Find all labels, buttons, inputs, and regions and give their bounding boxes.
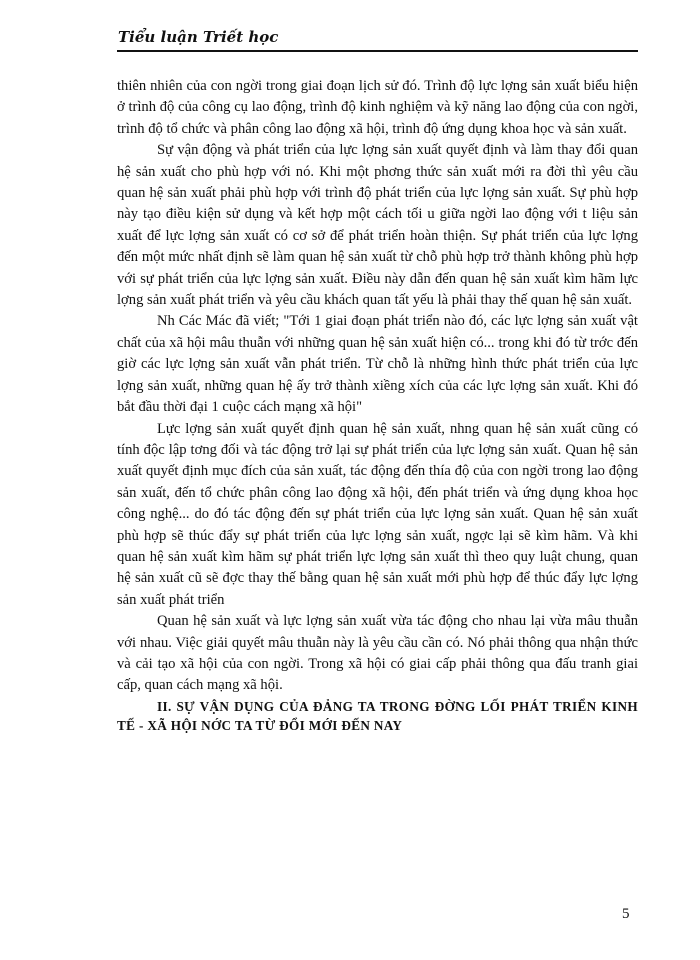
paragraph-1: thiên nhiên của con ngời trong giai đoạn lịch sử đó. Trình độ lực lợng sản xuất biểu hiện ở trình độ của công cụ lao động, trình độ kinh nghiệm và kỹ năng lao động của con ngời, trình độ tổ chức và phân công lao động xã hội, trình độ ứng dụng khoa học và sản xuất.: [117, 78, 638, 137]
running-header-title: Tiểu luận Triết học: [118, 28, 279, 46]
paragraph-3: Nh Các Mác đã viết; "Tới 1 giai đoạn phát triển nào đó, các lực lợng sản xuất vật chất của xã hội mâu thuẫn với những quan hệ sản xuất hiện có... trong khi đó từ trớc đến giờ các lực lợng sản xuất vẫn phát triển. Từ chỗ là những hình thức phát triển của lực lợng sản xuất, những quan hệ ấy trở thành xiềng xích của các lực lợng sản xuất. Khi đó bắt đầu thời đại 1 cuộc cách mạng xã hội": [117, 313, 638, 416]
paragraph-4: Lực lợng sản xuất quyết định quan hệ sản xuất, nhng quan hệ sản xuất cũng có tính độc lập tơng đối và tác động trở lại sự phát triển của lực lợng sản xuất. Quan hệ sản xuất quyết định mục đích của sản xuất, tác động đến thía độ của con ngời trong lao động sản xuất, đến tổ chức phân công lao động xã hội, đến phát triển và ứng dụng khoa học công nghệ... do đó tác động đến sự phát triển của lực lợng sản xuất. Quan hệ sản xuất phù hợp sẽ thúc đẩy sự phát triển của lực lợng sản xuất, ngợc lại sẽ kìm hãm. Và khi quan hệ sản xuất kìm hãm sự phát triển lực lợng sản xuất thì theo quy luật chung, quan hệ sản xuất cũ sẽ đợc thay thế bằng quan hệ sản xuất mới phù hợp để thúc đẩy lực lợng sản xuất phát triển: [117, 420, 638, 608]
header-rule: [117, 50, 638, 52]
section-heading: II. SỰ VẬN DỤNG CỦA ĐẢNG TA TRONG ĐỜNG LỐI PHÁT TRIỂN KINH TẾ - XÃ HỘI NỚC TA TỪ ĐỔI MỚI ĐẾN NAY: [117, 698, 638, 733]
paragraph-2: Sự vận động và phát triển của lực lợng sản xuất quyết định và làm thay đổi quan hệ sản xuất cho phù hợp với nó. Khi một phơng thức sản xuất mới ra đời thì yêu cầu quan hệ sản xuất phải phù hợp với trình độ phát triển của lực lợng sản xuất. Sự phù hợp này tạo điều kiện sử dụng và kết hợp một cách tối u giữa ngời lao động với t liệu sản xuất để lực lợng sản xuất có cơ sở để phát triển hoàn thiện. Sự phát triển của lực lợng đến một mức nhất định sẽ làm quan hệ sản xuất từ chỗ phù hợp trở thành không phù hợp với sự phát triển của lực lợng sản xuất. Điều này dẫn đến quan hệ sản xuất kìm hãm lực lợng sản xuất phát triển và yêu cầu khách quan tất yếu là phải thay thế quan hệ sản xuất.: [117, 142, 638, 309]
paragraph-5: Quan hệ sản xuất và lực lợng sản xuất vừa tác động cho nhau lại vừa mâu thuẫn với nhau. Việc giải quyết mâu thuẫn này là yêu cầu cần có. Nó phải thông qua nhận thức và cải tạo xã hội của con ngời. Trong xã hội có giai cấp phải thông qua đấu tranh giai cấp, quan cách mạng xã hội.: [117, 613, 638, 694]
page-number: 5: [622, 906, 630, 922]
body-text: [117, 76, 638, 735]
